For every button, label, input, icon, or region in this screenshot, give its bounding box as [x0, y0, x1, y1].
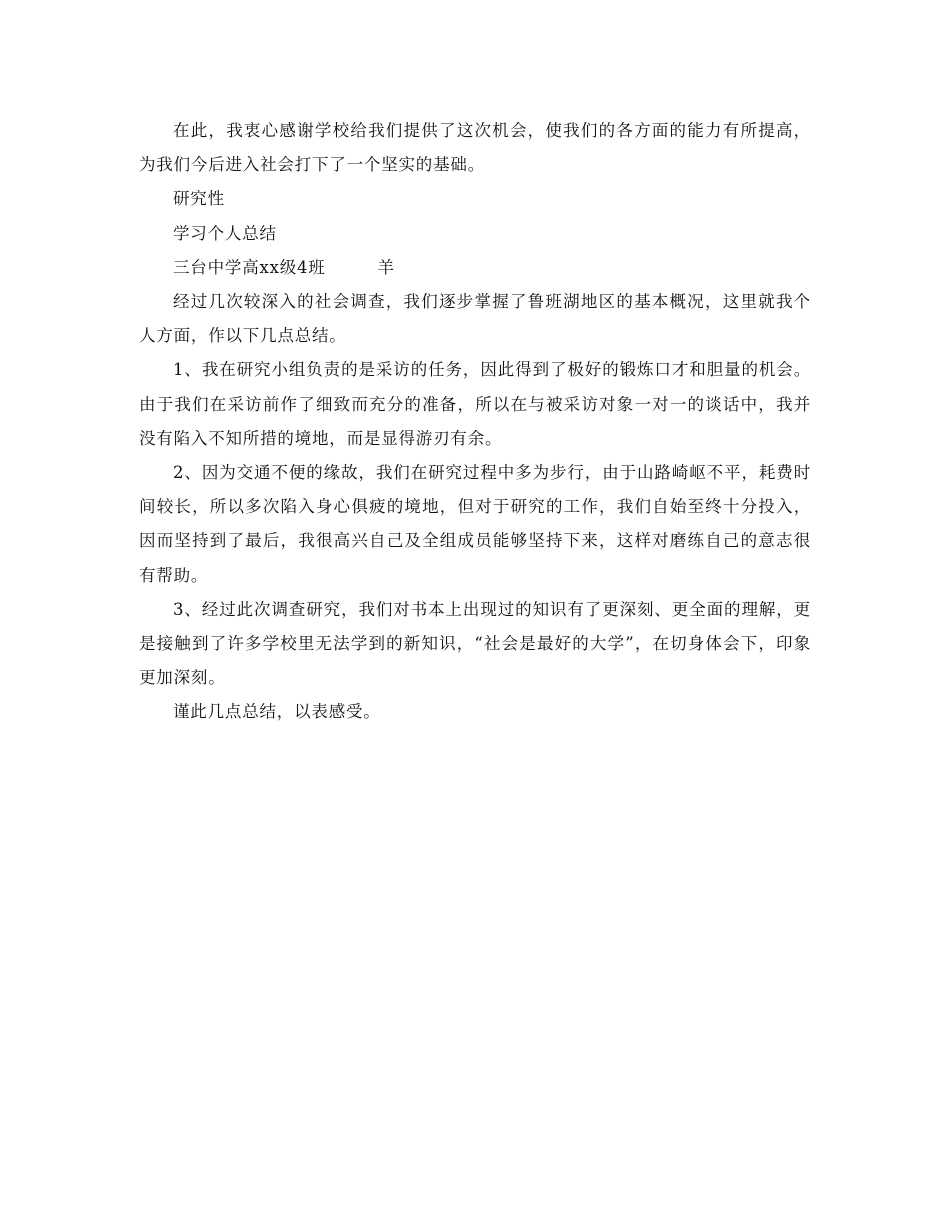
- paragraph-heading-summary: 学习个人总结: [173, 223, 277, 243]
- paragraph-author-line: 三台中学高xx级4班 羊: [173, 257, 395, 277]
- paragraph-point-1: 1、我在研究小组负责的是采访的任务，因此得到了极好的锻炼口才和胆量的机会。由于我们在采访前作了细致而充分的准备，所以在与被采访对象一对一的谈话中，我并没有陷入不知所措的境地，而是显得游刃有余。: [139, 360, 811, 448]
- paragraph-intro: 经过几次较深入的社会调查，我们逐步掌握了鲁班湖地区的基本概况，这里就我个人方面，作以下几点总结。: [139, 292, 811, 346]
- paragraph-closing: 谨此几点总结，以表感受。: [173, 702, 381, 722]
- paragraph-point-2: 2、因为交通不便的缘故，我们在研究过程中多为步行，由于山路崎岖不平，耗费时间较长，所以多次陷入身心俱疲的境地，但对于研究的工作，我们自始至终十分投入，因而坚持到了最后，我很高兴自己及全组成员能够坚持下来，这样对磨练自己的意志很有帮助。: [139, 463, 811, 585]
- document-body: [139, 114, 811, 730]
- paragraph-heading-research: 研究性: [173, 189, 225, 209]
- paragraph-point-3: 3、经过此次调查研究，我们对书本上出现过的知识有了更深刻、更全面的理解，更是接触到了许多学校里无法学到的新知识，“社会是最好的大学”，在切身体会下，印象更加深刻。: [139, 599, 811, 688]
- paragraph-thanks: 在此，我衷心感谢学校给我们提供了这次机会，使我们的各方面的能力有所提高，为我们今后进入社会打下了一个坚实的基础。: [139, 121, 811, 175]
